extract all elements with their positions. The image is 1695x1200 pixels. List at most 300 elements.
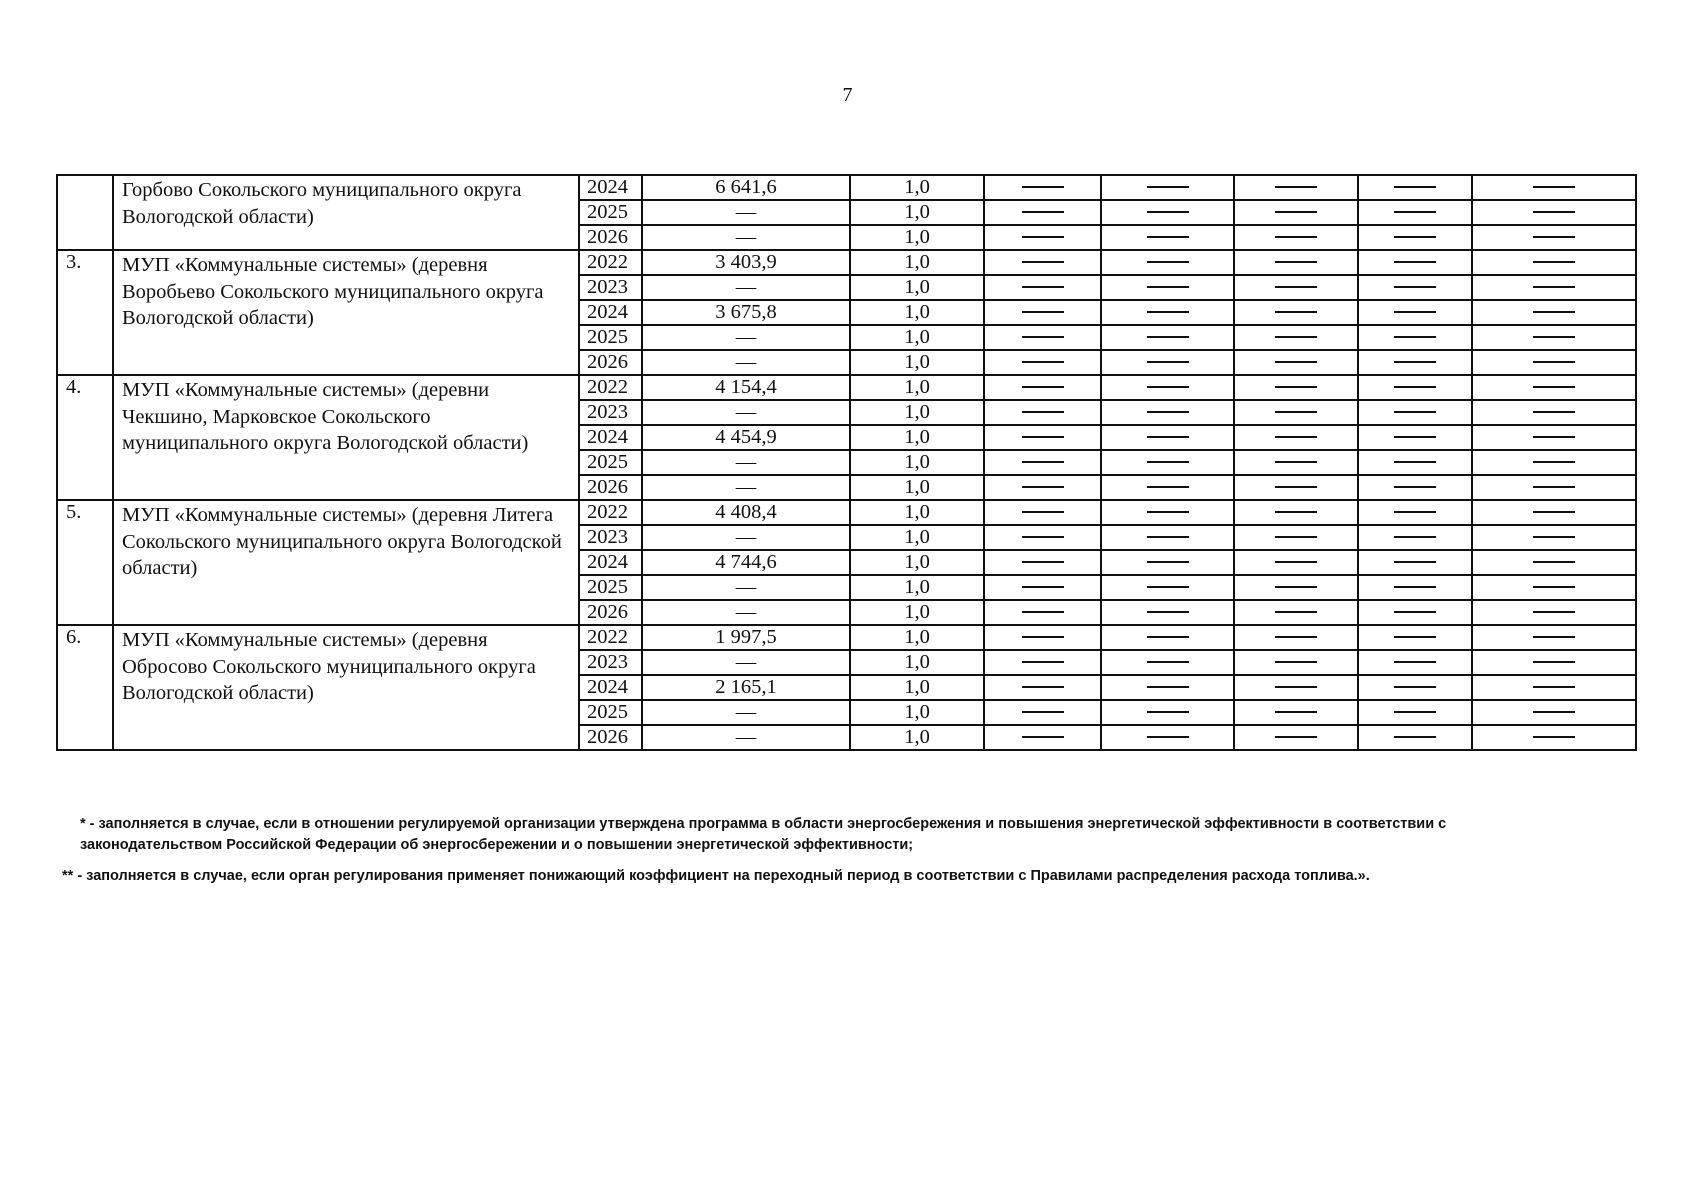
empty-dash-cell (1234, 225, 1358, 250)
value-cell: — (642, 200, 850, 225)
empty-dash-cell (1358, 525, 1472, 550)
value-cell: — (642, 275, 850, 300)
empty-dash-cell (1358, 700, 1472, 725)
year-cell: 2023 (579, 275, 642, 300)
dash-mark (1275, 686, 1317, 688)
dash-mark (1533, 611, 1575, 613)
empty-dash-cell (1358, 600, 1472, 625)
empty-dash-cell (1472, 250, 1636, 275)
empty-dash-cell (1234, 250, 1358, 275)
empty-dash-cell (1472, 450, 1636, 475)
value-cell: — (642, 575, 850, 600)
value-cell: — (642, 525, 850, 550)
coefficient-cell: 1,0 (850, 275, 984, 300)
dash-mark (1275, 461, 1317, 463)
empty-dash-cell (1358, 625, 1472, 650)
dash-mark (1022, 336, 1064, 338)
year-cell: 2026 (579, 600, 642, 625)
dash-mark (1022, 736, 1064, 738)
dash-mark (1275, 561, 1317, 563)
dash-mark (1022, 636, 1064, 638)
empty-dash-cell (1358, 500, 1472, 525)
empty-dash-cell (1101, 600, 1234, 625)
empty-dash-cell (984, 175, 1101, 200)
year-cell: 2025 (579, 450, 642, 475)
dash-mark (1394, 611, 1436, 613)
dash-mark (1022, 211, 1064, 213)
year-cell: 2026 (579, 725, 642, 750)
empty-dash-cell (1101, 575, 1234, 600)
dash-mark (1275, 211, 1317, 213)
dash-mark (1147, 511, 1189, 513)
coefficient-cell: 1,0 (850, 200, 984, 225)
empty-dash-cell (984, 700, 1101, 725)
value-cell: — (642, 225, 850, 250)
row-number: 3. (57, 250, 113, 375)
empty-dash-cell (984, 400, 1101, 425)
coefficient-cell: 1,0 (850, 300, 984, 325)
empty-dash-cell (984, 225, 1101, 250)
value-cell: 4 454,9 (642, 425, 850, 450)
empty-dash-cell (1101, 250, 1234, 275)
dash-mark (1394, 311, 1436, 313)
year-cell: 2022 (579, 375, 642, 400)
empty-dash-cell (1101, 525, 1234, 550)
empty-dash-cell (1234, 650, 1358, 675)
dash-mark (1022, 261, 1064, 263)
table-row (57, 175, 1636, 200)
dash-mark (1394, 211, 1436, 213)
year-cell: 2022 (579, 625, 642, 650)
empty-dash-cell (1101, 400, 1234, 425)
dash-mark (1533, 661, 1575, 663)
empty-dash-cell (1358, 675, 1472, 700)
empty-dash-cell (984, 300, 1101, 325)
coefficient-cell: 1,0 (850, 425, 984, 450)
year-cell: 2024 (579, 550, 642, 575)
dash-mark (1022, 236, 1064, 238)
dash-mark (1275, 261, 1317, 263)
row-number: 4. (57, 375, 113, 500)
organization-name: МУП «Коммунальные системы» (деревни Чекшино, Марковское Сокольского муниципального округа Вологодской области) (113, 375, 579, 500)
empty-dash-cell (984, 675, 1101, 700)
coefficient-cell: 1,0 (850, 525, 984, 550)
empty-dash-cell (1358, 725, 1472, 750)
empty-dash-cell (984, 625, 1101, 650)
table-row (57, 375, 1636, 400)
empty-dash-cell (1472, 350, 1636, 375)
dash-mark (1533, 686, 1575, 688)
dash-mark (1022, 411, 1064, 413)
year-cell: 2026 (579, 350, 642, 375)
dash-mark (1275, 611, 1317, 613)
dash-mark (1394, 711, 1436, 713)
empty-dash-cell (1358, 200, 1472, 225)
dash-mark (1147, 486, 1189, 488)
dash-mark (1147, 661, 1189, 663)
dash-mark (1394, 686, 1436, 688)
empty-dash-cell (1101, 450, 1234, 475)
coefficient-cell: 1,0 (850, 325, 984, 350)
dash-mark (1394, 661, 1436, 663)
empty-dash-cell (1101, 375, 1234, 400)
empty-dash-cell (1101, 350, 1234, 375)
coefficient-cell: 1,0 (850, 500, 984, 525)
dash-mark (1022, 461, 1064, 463)
dash-mark (1275, 311, 1317, 313)
organization-name: МУП «Коммунальные системы» (деревня Литега Сокольского муниципального округа Вологодской области) (113, 500, 579, 625)
year-cell: 2023 (579, 400, 642, 425)
empty-dash-cell (1472, 525, 1636, 550)
dash-mark (1394, 536, 1436, 538)
coefficient-cell: 1,0 (850, 475, 984, 500)
year-cell: 2023 (579, 650, 642, 675)
dash-mark (1147, 361, 1189, 363)
year-cell: 2022 (579, 500, 642, 525)
dash-mark (1394, 486, 1436, 488)
dash-mark (1533, 486, 1575, 488)
value-cell: 3 675,8 (642, 300, 850, 325)
dash-mark (1533, 361, 1575, 363)
dash-mark (1147, 186, 1189, 188)
empty-dash-cell (984, 475, 1101, 500)
year-cell: 2025 (579, 700, 642, 725)
dash-mark (1275, 486, 1317, 488)
dash-mark (1022, 386, 1064, 388)
dash-mark (1275, 511, 1317, 513)
dash-mark (1394, 411, 1436, 413)
dash-mark (1147, 386, 1189, 388)
value-cell: — (642, 700, 850, 725)
year-cell: 2025 (579, 325, 642, 350)
empty-dash-cell (1234, 325, 1358, 350)
dash-mark (1394, 236, 1436, 238)
empty-dash-cell (1358, 225, 1472, 250)
row-number (57, 175, 113, 250)
value-cell: 4 408,4 (642, 500, 850, 525)
year-cell: 2024 (579, 675, 642, 700)
dash-mark (1394, 586, 1436, 588)
coefficient-cell: 1,0 (850, 650, 984, 675)
empty-dash-cell (984, 200, 1101, 225)
dash-mark (1022, 586, 1064, 588)
empty-dash-cell (1472, 225, 1636, 250)
dash-mark (1533, 261, 1575, 263)
empty-dash-cell (1358, 175, 1472, 200)
dash-mark (1275, 661, 1317, 663)
value-cell: 4 744,6 (642, 550, 850, 575)
coefficient-cell: 1,0 (850, 250, 984, 275)
empty-dash-cell (1234, 575, 1358, 600)
year-cell: 2024 (579, 300, 642, 325)
empty-dash-cell (1472, 275, 1636, 300)
dash-mark (1275, 186, 1317, 188)
page-number: 7 (842, 84, 853, 106)
empty-dash-cell (1101, 275, 1234, 300)
empty-dash-cell (1358, 475, 1472, 500)
coefficient-cell: 1,0 (850, 575, 984, 600)
value-cell: — (642, 350, 850, 375)
dash-mark (1394, 636, 1436, 638)
empty-dash-cell (1472, 300, 1636, 325)
value-cell: — (642, 725, 850, 750)
dash-mark (1533, 536, 1575, 538)
dash-mark (1022, 711, 1064, 713)
empty-dash-cell (984, 250, 1101, 275)
dash-mark (1147, 611, 1189, 613)
empty-dash-cell (1234, 450, 1358, 475)
dash-mark (1533, 336, 1575, 338)
empty-dash-cell (984, 500, 1101, 525)
footnote-1: * - заполняется в случае, если в отношении регулируемой организации утверждена программа в области энергосбережения и повышения энергетической эффективности в соответствии с законодательством Российской Федерации об энергосбережении и о повышении энергетической эффективности; (80, 816, 1447, 853)
empty-dash-cell (1358, 450, 1472, 475)
dash-mark (1147, 736, 1189, 738)
dash-mark (1533, 561, 1575, 563)
dash-mark (1533, 411, 1575, 413)
value-cell: — (642, 600, 850, 625)
table-row (57, 625, 1636, 650)
empty-dash-cell (1234, 500, 1358, 525)
row-number: 5. (57, 500, 113, 625)
dash-mark (1022, 561, 1064, 563)
value-cell: — (642, 450, 850, 475)
empty-dash-cell (984, 425, 1101, 450)
empty-dash-cell (1472, 575, 1636, 600)
dash-mark (1147, 636, 1189, 638)
empty-dash-cell (1234, 375, 1358, 400)
empty-dash-cell (1234, 725, 1358, 750)
empty-dash-cell (1472, 650, 1636, 675)
coefficient-cell: 1,0 (850, 375, 984, 400)
value-cell: 2 165,1 (642, 675, 850, 700)
dash-mark (1394, 436, 1436, 438)
empty-dash-cell (1101, 675, 1234, 700)
dash-mark (1533, 236, 1575, 238)
year-cell: 2024 (579, 425, 642, 450)
year-cell: 2022 (579, 250, 642, 275)
dash-mark (1394, 361, 1436, 363)
empty-dash-cell (1234, 700, 1358, 725)
coefficient-cell: 1,0 (850, 700, 984, 725)
dash-mark (1147, 686, 1189, 688)
empty-dash-cell (1472, 700, 1636, 725)
coefficient-cell: 1,0 (850, 350, 984, 375)
dash-mark (1022, 536, 1064, 538)
empty-dash-cell (984, 650, 1101, 675)
empty-dash-cell (1472, 500, 1636, 525)
coefficient-cell: 1,0 (850, 400, 984, 425)
year-cell: 2025 (579, 200, 642, 225)
empty-dash-cell (1234, 675, 1358, 700)
dash-mark (1275, 636, 1317, 638)
dash-mark (1394, 261, 1436, 263)
dash-mark (1394, 186, 1436, 188)
dash-mark (1022, 436, 1064, 438)
dash-mark (1022, 286, 1064, 288)
dash-mark (1147, 336, 1189, 338)
dash-mark (1022, 511, 1064, 513)
empty-dash-cell (1472, 625, 1636, 650)
dash-mark (1275, 711, 1317, 713)
empty-dash-cell (1234, 200, 1358, 225)
dash-mark (1394, 386, 1436, 388)
dash-mark (1147, 461, 1189, 463)
empty-dash-cell (1101, 500, 1234, 525)
footnote-2: ** - заполняется в случае, если орган регулирования применяет понижающий коэффициент на переходный период в соответствии с Правилами распределения расхода топлива.». (62, 868, 1370, 884)
empty-dash-cell (984, 450, 1101, 475)
empty-dash-cell (1472, 475, 1636, 500)
dash-mark (1275, 361, 1317, 363)
dash-mark (1533, 711, 1575, 713)
value-cell: 6 641,6 (642, 175, 850, 200)
empty-dash-cell (1234, 625, 1358, 650)
coefficient-cell: 1,0 (850, 450, 984, 475)
dash-mark (1147, 436, 1189, 438)
empty-dash-cell (1472, 200, 1636, 225)
dash-mark (1022, 661, 1064, 663)
table-row (57, 250, 1636, 275)
dash-mark (1533, 211, 1575, 213)
coefficient-cell: 1,0 (850, 225, 984, 250)
dash-mark (1147, 536, 1189, 538)
dash-mark (1275, 336, 1317, 338)
empty-dash-cell (1234, 600, 1358, 625)
empty-dash-cell (1234, 275, 1358, 300)
dash-mark (1533, 636, 1575, 638)
empty-dash-cell (1358, 400, 1472, 425)
empty-dash-cell (1358, 575, 1472, 600)
empty-dash-cell (1358, 250, 1472, 275)
year-cell: 2025 (579, 575, 642, 600)
dash-mark (1022, 486, 1064, 488)
dash-mark (1147, 586, 1189, 588)
data-table (56, 174, 1637, 751)
table-body (57, 175, 1636, 750)
empty-dash-cell (1472, 400, 1636, 425)
value-cell: 4 154,4 (642, 375, 850, 400)
empty-dash-cell (984, 275, 1101, 300)
empty-dash-cell (1472, 675, 1636, 700)
year-cell: 2024 (579, 175, 642, 200)
dash-mark (1533, 586, 1575, 588)
empty-dash-cell (1234, 550, 1358, 575)
dash-mark (1394, 461, 1436, 463)
empty-dash-cell (1234, 475, 1358, 500)
empty-dash-cell (984, 325, 1101, 350)
empty-dash-cell (984, 525, 1101, 550)
empty-dash-cell (1358, 350, 1472, 375)
empty-dash-cell (984, 550, 1101, 575)
empty-dash-cell (1234, 300, 1358, 325)
empty-dash-cell (1472, 325, 1636, 350)
dash-mark (1533, 311, 1575, 313)
empty-dash-cell (984, 375, 1101, 400)
dash-mark (1275, 436, 1317, 438)
dash-mark (1533, 511, 1575, 513)
value-cell: 3 403,9 (642, 250, 850, 275)
dash-mark (1533, 286, 1575, 288)
dash-mark (1147, 561, 1189, 563)
dash-mark (1022, 186, 1064, 188)
empty-dash-cell (984, 575, 1101, 600)
empty-dash-cell (1101, 725, 1234, 750)
year-cell: 2026 (579, 225, 642, 250)
empty-dash-cell (1234, 425, 1358, 450)
dash-mark (1147, 711, 1189, 713)
empty-dash-cell (1358, 275, 1472, 300)
year-cell: 2023 (579, 525, 642, 550)
coefficient-cell: 1,0 (850, 550, 984, 575)
empty-dash-cell (1234, 175, 1358, 200)
empty-dash-cell (1358, 650, 1472, 675)
dash-mark (1394, 561, 1436, 563)
empty-dash-cell (1234, 400, 1358, 425)
empty-dash-cell (1358, 300, 1472, 325)
organization-name: МУП «Коммунальные системы» (деревня Обросово Сокольского муниципального округа Вологодской области) (113, 625, 579, 750)
dash-mark (1275, 736, 1317, 738)
dash-mark (1147, 261, 1189, 263)
dash-mark (1533, 186, 1575, 188)
dash-mark (1022, 361, 1064, 363)
dash-mark (1394, 736, 1436, 738)
empty-dash-cell (1101, 225, 1234, 250)
empty-dash-cell (1101, 700, 1234, 725)
empty-dash-cell (1101, 550, 1234, 575)
empty-dash-cell (1101, 325, 1234, 350)
dash-mark (1022, 611, 1064, 613)
empty-dash-cell (1101, 175, 1234, 200)
dash-mark (1275, 411, 1317, 413)
empty-dash-cell (1472, 600, 1636, 625)
dash-mark (1147, 236, 1189, 238)
row-number: 6. (57, 625, 113, 750)
dash-mark (1275, 586, 1317, 588)
dash-mark (1394, 336, 1436, 338)
empty-dash-cell (1472, 425, 1636, 450)
dash-mark (1275, 286, 1317, 288)
dash-mark (1394, 511, 1436, 513)
coefficient-cell: 1,0 (850, 625, 984, 650)
empty-dash-cell (1472, 725, 1636, 750)
empty-dash-cell (1358, 375, 1472, 400)
footnotes (62, 814, 1582, 897)
value-cell: — (642, 325, 850, 350)
empty-dash-cell (1101, 300, 1234, 325)
empty-dash-cell (1472, 550, 1636, 575)
empty-dash-cell (1101, 650, 1234, 675)
organization-name: МУП «Коммунальные системы» (деревня Воробьево Сокольского муниципального округа Вологодской области) (113, 250, 579, 375)
table-row (57, 500, 1636, 525)
empty-dash-cell (1472, 375, 1636, 400)
coefficient-cell: 1,0 (850, 175, 984, 200)
empty-dash-cell (1101, 625, 1234, 650)
empty-dash-cell (1234, 525, 1358, 550)
empty-dash-cell (984, 600, 1101, 625)
empty-dash-cell (1472, 175, 1636, 200)
empty-dash-cell (984, 725, 1101, 750)
empty-dash-cell (984, 350, 1101, 375)
dash-mark (1394, 286, 1436, 288)
dash-mark (1147, 311, 1189, 313)
empty-dash-cell (1101, 475, 1234, 500)
dash-mark (1147, 211, 1189, 213)
value-cell: — (642, 400, 850, 425)
value-cell: — (642, 475, 850, 500)
value-cell: 1 997,5 (642, 625, 850, 650)
dash-mark (1022, 311, 1064, 313)
empty-dash-cell (1358, 550, 1472, 575)
empty-dash-cell (1101, 425, 1234, 450)
